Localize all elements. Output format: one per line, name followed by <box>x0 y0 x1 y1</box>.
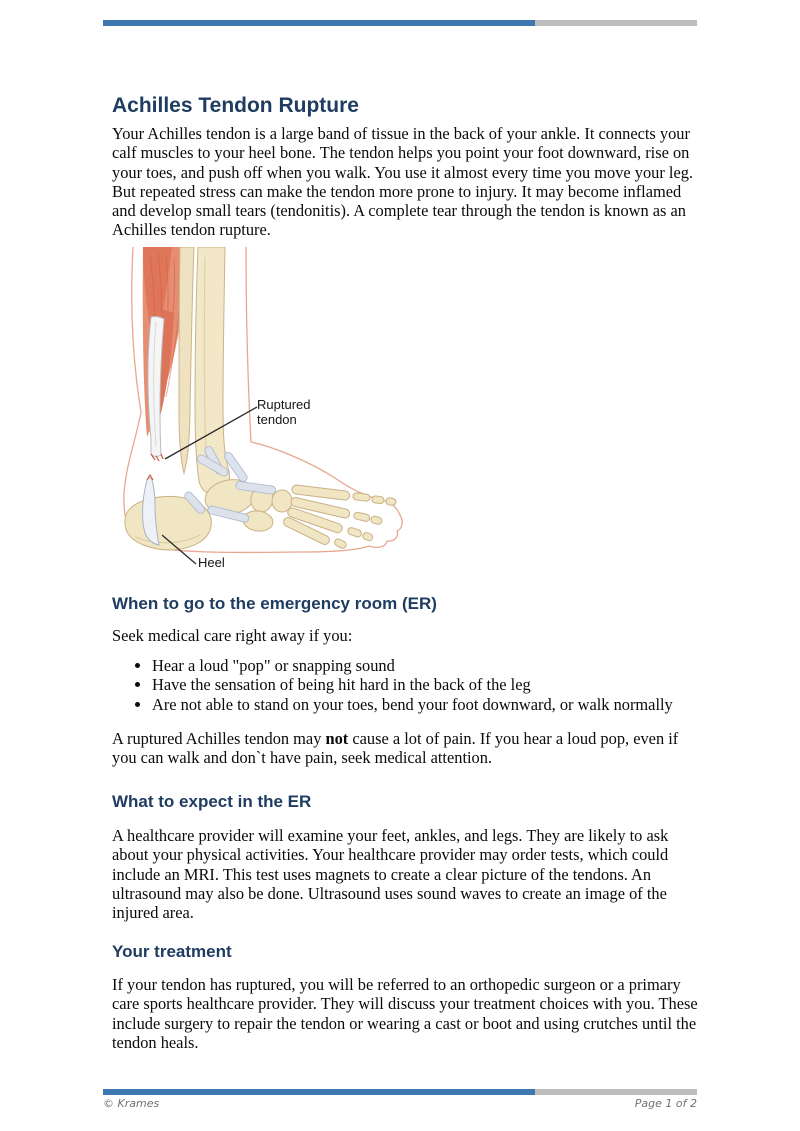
figure-label-ruptured-tendon: Ruptured tendon <box>257 397 311 427</box>
section-heading-what-to-expect: What to expect in the ER <box>112 792 312 811</box>
page-footer <box>103 1097 697 1110</box>
list-item: • Hear a loud "pop" or snapping sound <box>152 656 744 675</box>
expect-paragraph: A healthcare provider will examine your feet, ankles, and legs. They are likely to ask about your physical activities. Your healthcare provider may order tests, which could include an MRI. This test uses magnets to create a clear picture of the tendons. An ultrasound may also be done. Ultrasound uses sound waves to create an image of the injured area. <box>112 826 669 923</box>
section-heading-emergency-room: When to go to the emergency room (ER) <box>112 594 437 613</box>
list-item: • Have the sensation of being hit hard in the back of the leg <box>152 675 744 694</box>
intro-paragraph: Your Achilles tendon is a large band of tissue in the back of your ankle. It connects your calf muscles to your heel bone. The tendon helps you point your foot downward, rise on your toes, and push off when you walk. You use it almost every time you move your leg. But repeated stress can make the tendon more prone to injury. It may become inflamed and develop small tears (tendonitis). A complete tear through the tendon is known as an Achilles tendon rupture. <box>112 124 694 240</box>
er-note-paragraph <box>112 729 704 768</box>
header-rule-gray-segment <box>535 20 697 26</box>
note-text-before: A ruptured Achilles tendon may <box>112 729 326 748</box>
footer-rule-blue-segment <box>103 1089 535 1095</box>
page-number: Page 1 of 2 <box>634 1097 697 1110</box>
ankle-anatomy-figure <box>110 247 456 589</box>
er-lead-text: Seek medical care right away if you: <box>112 626 353 645</box>
note-text-after: cause a lot of pain. If you hear a loud pop, even if you can walk and don`t have pain, seek medical attention. <box>112 729 679 768</box>
section-heading-your-treatment: Your treatment <box>112 942 232 961</box>
copyright-text: © Krames <box>103 1097 160 1110</box>
er-symptom-list <box>112 656 744 714</box>
list-item: • Are not able to stand on your toes, bend your foot downward, or walk normally <box>152 695 744 714</box>
header-rule-blue-segment <box>103 20 535 26</box>
page-title: Achilles Tendon Rupture <box>112 94 359 117</box>
footer-rule-gray-segment <box>535 1089 697 1095</box>
note-bold-word: not <box>325 729 349 748</box>
figure-label-heel: Heel <box>198 555 225 570</box>
header-rule <box>103 20 697 26</box>
footer-rule <box>103 1089 697 1095</box>
treatment-paragraph: If your tendon has ruptured, you will be referred to an orthopedic surgeon or a primary care sports healthcare provider. They will discuss your treatment choices with you. These include surgery to repair the tendon or wearing a cast or boot and using crutches until the tendon heals. <box>112 975 698 1052</box>
fibula-bone <box>179 247 194 473</box>
